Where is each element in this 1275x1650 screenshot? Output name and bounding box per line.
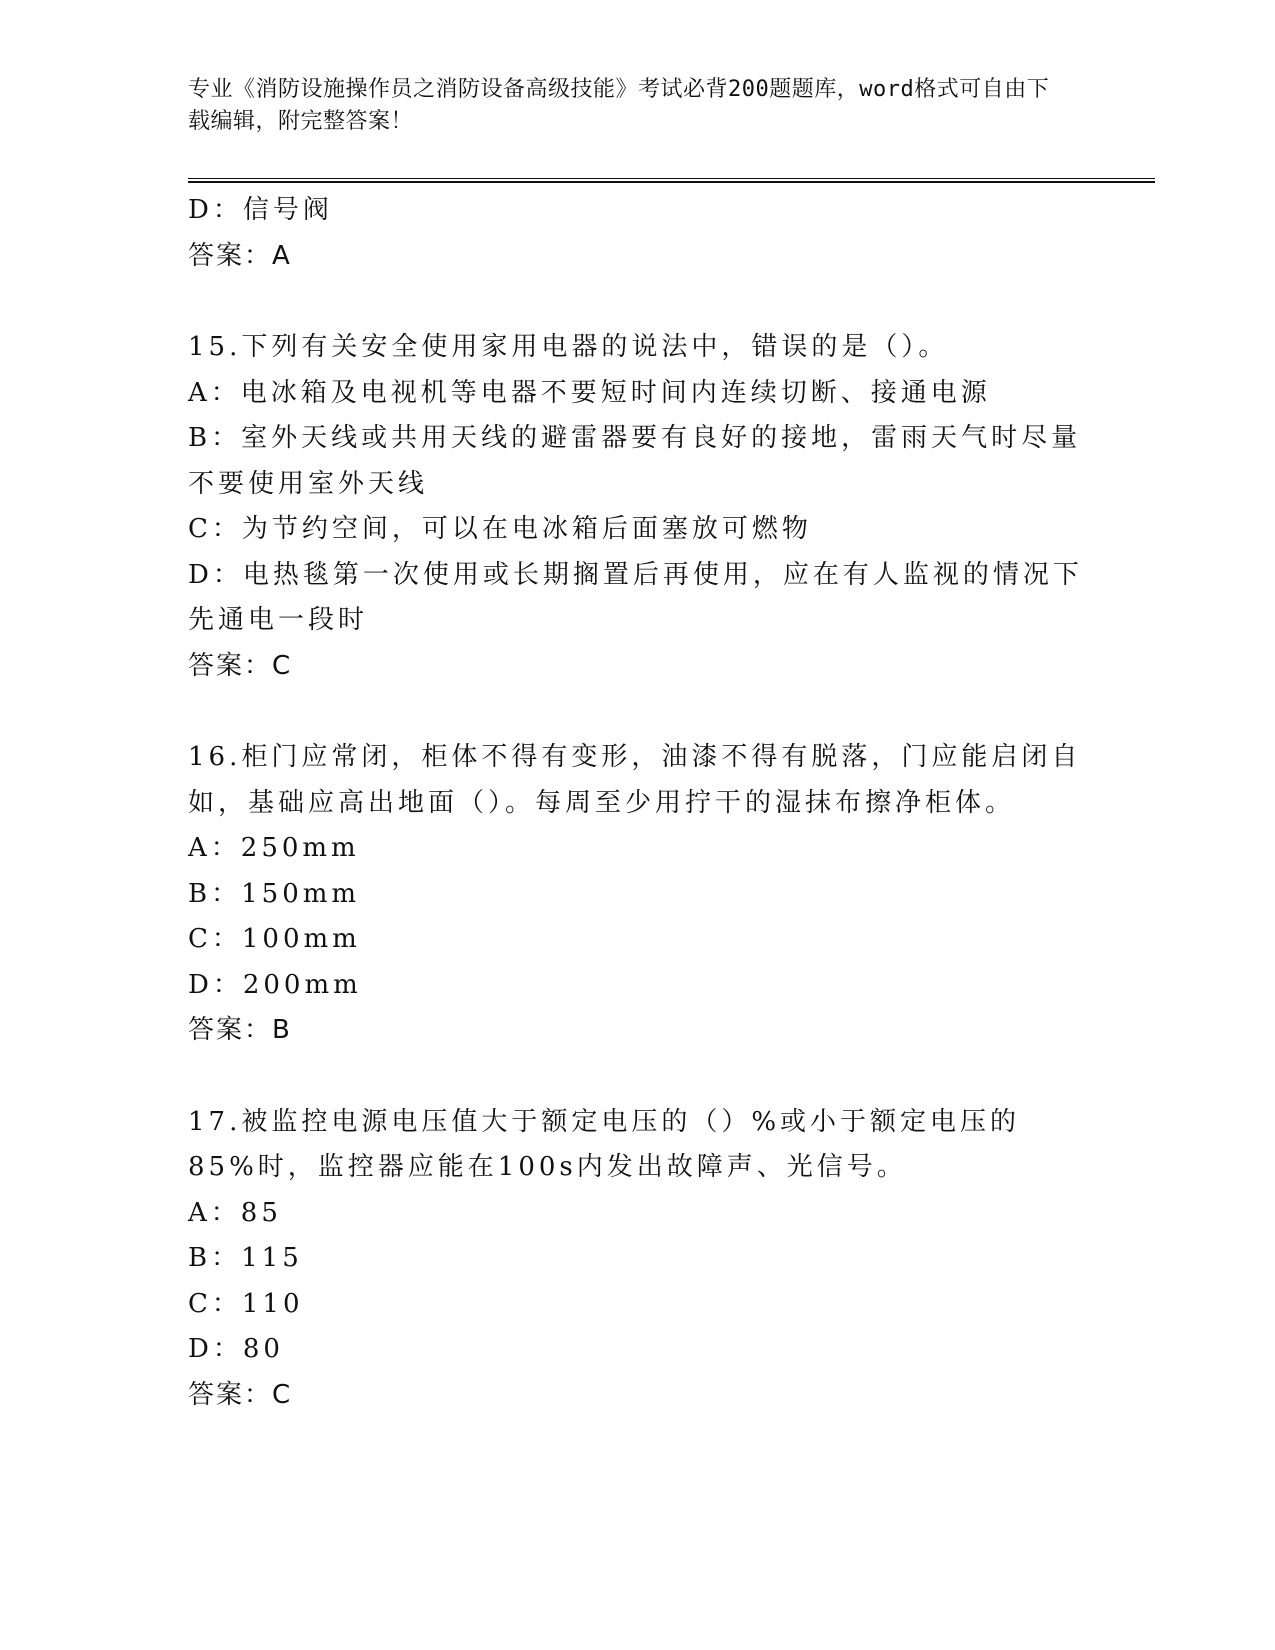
option-a: A：电冰箱及电视机等电器不要短时间内连续切断、接通电源 [188,377,991,408]
answer-label: 答案：C [188,650,293,681]
answer-label: 答案：A [188,240,292,271]
option-d: D：信号阀 [188,195,333,225]
question-stem: 16.柜门应常闭，柜体不得有变形，油漆不得有脱落，门应能启闭自如，基础应高出地面（）。每周至少用拧干的湿抹布擦净柜体。 [188,742,1082,818]
answer-label: 答案：C [188,1379,293,1410]
page-header: 专业《消防设施操作员之消防设备高级技能》考试必背200题题库，word格式可自由下载编辑，附完整答案！ [188,77,1050,134]
option-b: B：115 [188,1243,303,1273]
carryover-question [188,188,1088,279]
question-16 [188,735,1088,1054]
option-c: C：100mm [188,924,361,954]
header-divider [188,178,1155,183]
option-a: A：85 [188,1197,282,1228]
question-stem: 15.下列有关安全使用家用电器的说法中，错误的是（）。 [188,332,949,362]
option-d: D：80 [188,1334,284,1364]
document-body [188,188,1088,1464]
option-b: B：150mm [188,878,361,909]
option-b: B：室外天线或共用天线的避雷器要有良好的接地，雷雨天气时尽量不要使用室外天线 [188,423,1082,499]
question-stem: 17.被监控电源电压值大于额定电压的（）%或小于额定电压的85%时，监控器应能在100s内发出故障声、光信号。 [188,1106,1021,1182]
option-d: D：200mm [188,969,362,1000]
option-c: C：110 [188,1288,304,1319]
option-a: A：250mm [188,833,360,863]
option-c: C：为节约空间，可以在电冰箱后面塞放可燃物 [188,514,812,544]
question-17 [188,1100,1088,1419]
question-15 [188,325,1088,689]
answer-label: 答案：B [188,1015,292,1045]
option-d: D：电热毯第一次使用或长期搁置后再使用，应在有人监视的情况下先通电一段时 [188,559,1083,635]
